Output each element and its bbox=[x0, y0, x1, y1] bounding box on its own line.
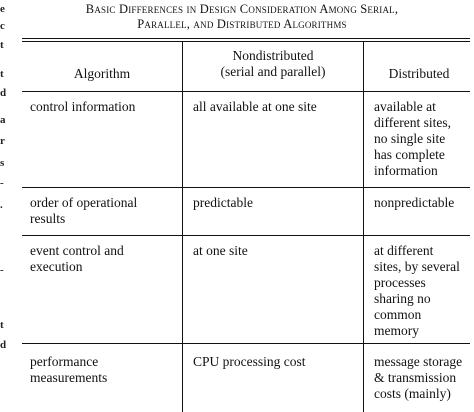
margin-mark: t bbox=[0, 68, 4, 80]
cell-line: sharing no bbox=[374, 291, 431, 306]
row4-distributed bbox=[374, 354, 462, 402]
margin-mark: . bbox=[0, 199, 3, 211]
header-divider bbox=[22, 91, 470, 92]
header-nondistributed-line: Nondistributed bbox=[232, 48, 314, 63]
cell-line: event control and bbox=[30, 243, 124, 258]
row2-algorithm bbox=[30, 195, 137, 227]
margin-mark: t bbox=[0, 39, 4, 51]
row4-nondistributed bbox=[193, 354, 306, 370]
cell-line: sites, by several bbox=[374, 259, 460, 274]
cell-line: common bbox=[374, 307, 422, 322]
cell-line: message storage bbox=[374, 354, 463, 369]
table-title-line-1: Basic Differences in Design Consideration Among Serial, bbox=[85, 2, 399, 16]
row3-algorithm bbox=[30, 243, 124, 275]
column-divider bbox=[363, 42, 364, 412]
row3-distributed bbox=[374, 243, 460, 339]
cell-line: costs (mainly) bbox=[374, 386, 451, 401]
row-divider bbox=[22, 343, 470, 344]
column-divider bbox=[182, 42, 183, 412]
cell-line: different sites, bbox=[374, 115, 451, 130]
cell-line: at one site bbox=[193, 243, 248, 258]
cell-line: order of operational bbox=[30, 195, 138, 210]
cell-line: available at bbox=[374, 99, 436, 114]
table-title-line-2: Parallel, and Distributed Algorithms bbox=[137, 17, 347, 31]
margin-mark: s bbox=[0, 157, 5, 169]
cell-line: information bbox=[374, 163, 438, 178]
margin-mark: e bbox=[0, 3, 5, 15]
row2-distributed bbox=[374, 195, 454, 211]
cell-line: nonpredictable bbox=[374, 195, 455, 210]
cell-line: performance bbox=[30, 354, 99, 369]
cell-line: measurements bbox=[30, 370, 108, 385]
cell-line: CPU processing cost bbox=[193, 354, 306, 369]
top-rule-double bbox=[22, 41, 470, 42]
cell-line: processes bbox=[374, 275, 426, 290]
row1-distributed bbox=[374, 99, 451, 179]
top-rule bbox=[22, 38, 470, 39]
header-algorithm-text: Algorithm bbox=[73, 66, 131, 81]
cell-line: all available at one site bbox=[193, 99, 317, 114]
row2-nondistributed bbox=[193, 195, 253, 211]
row4-algorithm bbox=[30, 354, 107, 386]
header-algorithm bbox=[22, 66, 182, 82]
cell-line: memory bbox=[374, 323, 419, 338]
cell-line: has complete bbox=[374, 147, 445, 162]
cell-line: at different bbox=[374, 243, 434, 258]
row-divider bbox=[22, 235, 470, 236]
margin-mark: d bbox=[0, 339, 7, 351]
margin-mark: - bbox=[0, 177, 4, 189]
header-nondistributed bbox=[183, 48, 363, 80]
cell-line: results bbox=[30, 211, 66, 226]
header-distributed bbox=[364, 66, 474, 82]
margin-mark: c bbox=[0, 20, 5, 32]
margin-mark: r bbox=[0, 135, 5, 147]
header-distributed-text: Distributed bbox=[388, 66, 450, 81]
header-nondistributed-line: (serial and parallel) bbox=[220, 64, 326, 79]
margin-mark: - bbox=[0, 264, 4, 276]
row1-nondistributed bbox=[193, 99, 317, 115]
margin-mark: t bbox=[0, 319, 4, 331]
cell-line: no single site bbox=[374, 131, 446, 146]
row1-algorithm bbox=[30, 99, 135, 115]
row3-nondistributed bbox=[193, 243, 248, 259]
cell-line: & transmission bbox=[374, 370, 457, 385]
margin-mark: d bbox=[0, 87, 7, 99]
left-margin-fragments bbox=[0, 0, 9, 412]
cell-line: predictable bbox=[193, 195, 253, 210]
margin-mark: a bbox=[0, 114, 6, 126]
row-divider bbox=[22, 187, 470, 188]
cell-line: execution bbox=[30, 259, 83, 274]
cell-line: control information bbox=[30, 99, 136, 114]
